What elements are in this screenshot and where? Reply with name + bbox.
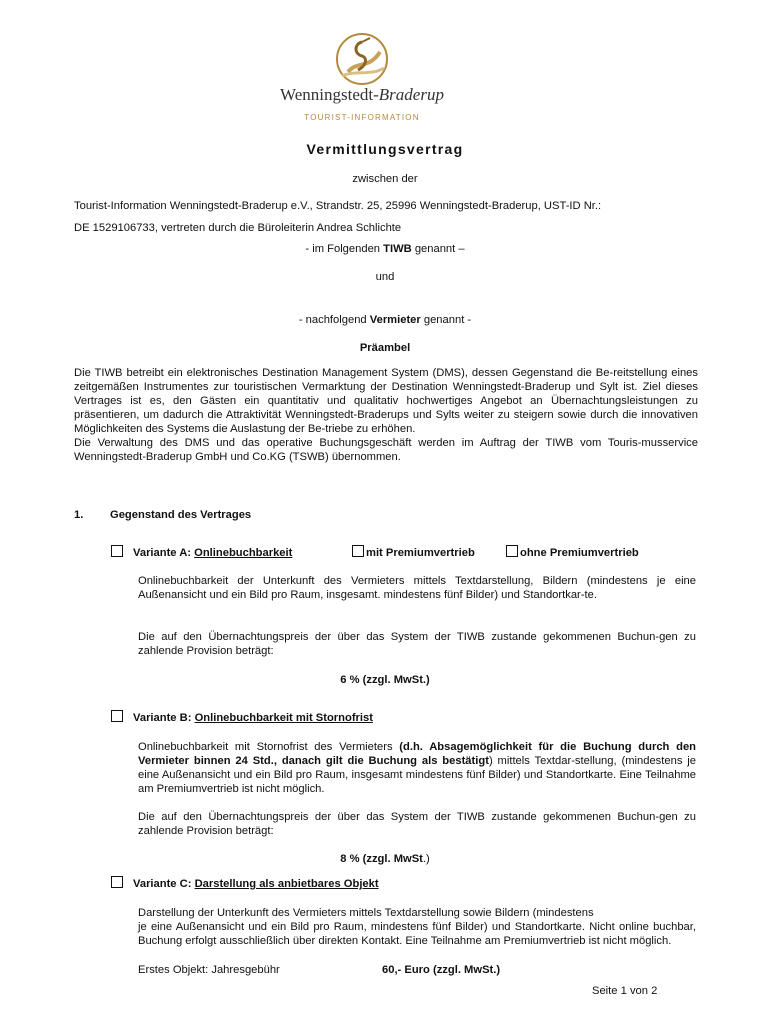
premium-checkbox[interactable]: [352, 545, 364, 557]
variant-a-commission: 6 % (zzgl. MwSt.): [340, 674, 430, 686]
party-line-1: Tourist-Information Wenningstedt-Braderup e.V., Strandstr. 25, 25996 Wenningstedt-Braderup, UST-ID Nr.:: [74, 200, 602, 212]
and-label: und: [375, 271, 395, 283]
tiwb-designation: - im Folgenden TIWB genannt –: [305, 243, 465, 255]
no-premium-option: [506, 545, 639, 560]
fee-value: 60,- Euro (zzgl. MwSt.): [382, 964, 501, 976]
variant-b-checkbox[interactable]: [111, 710, 123, 722]
landlord-designation: - nachfolgend Vermieter genannt -: [298, 314, 472, 326]
heron-emblem-icon: [332, 30, 392, 88]
variant-a-label: Variante A:: [133, 547, 195, 559]
variant-c-checkbox[interactable]: [111, 876, 123, 888]
premium-option: [352, 545, 475, 560]
page-number: Seite 1 von 2: [592, 985, 658, 997]
variant-a-row: [111, 545, 292, 560]
logo-subtitle: TOURIST-INFORMATION: [304, 113, 420, 122]
brand-logo: [272, 30, 452, 130]
variant-b-name: Onlinebuchbarkeit mit Stornofrist: [194, 712, 373, 724]
variant-a-name: Onlinebuchbarkeit: [194, 547, 293, 559]
no-premium-checkbox[interactable]: [506, 545, 518, 557]
variant-b-commission: 8 % (zzgl. MwSt.): [340, 853, 430, 865]
variant-a-description: Onlinebuchbarkeit der Unterkunft des Vermieters mittels Textdarstellung, Bildern (mindestens je eine Außenansicht und ein Bild pro Raum, insgesamt. mindestens fünf Bilder) und Standortkar-te.: [138, 575, 696, 601]
document-title: Vermittlungsvertrag: [306, 141, 464, 157]
variant-c-label: Variante C:: [133, 878, 195, 890]
party-line-2: DE 1529106733, vertreten durch die Büroleiterin Andrea Schlichte: [74, 222, 402, 234]
variant-b-label: Variante B:: [133, 712, 195, 724]
logo-wordmark: Wenningstedt-Braderup: [280, 85, 444, 104]
section-number: 1.: [74, 509, 84, 521]
variant-a-checkbox[interactable]: [111, 545, 123, 557]
variant-c-description-line1: Darstellung der Unterkunft des Vermieters mittels Textdarstellung sowie Bildern (mindestens: [138, 907, 594, 919]
preamble-paragraph-1: Die TIWB betreibt ein elektronisches Destination Management System (DMS), dessen Gegenstand die Be-reitstellung eines zeitgemäßen Instrumentes zur touristischen Vermarktung der Destination Wenningstedt-Braderup und Sylt ist. Ziel dieses Vertrages ist es, den Gästen ein quantitativ und qualitativ hochwertiges Angebot an Übernachtungsleistungen zu präsentieren, um dadurch die Attraktivität Wenningstedt-Braderups und Sylts weiter zu steigern sowie durch die innovativen Möglichkeiten des Systems die Auslastung der Be-triebe zu erhöhen.: [74, 367, 698, 435]
preamble-title: Präambel: [359, 342, 411, 354]
preamble-text: [74, 366, 698, 464]
fee-label: Erstes Objekt: Jahresgebühr: [138, 964, 280, 976]
variant-b-description: Onlinebuchbarkeit mit Stornofrist des Vermieters (d.h. Absagemöglichkeit für die Buchung durch den Vermieter binnen 24 Std., danach gilt die Buchung als bestätigt) mittels Textdar-stellung, (mindestens je eine Außenansicht und ein Bild pro Raum, insgesamt mindestens fünf Bilder) und Standortkarte. Eine Teilnahme am Premiumvertrieb ist nicht möglich.: [138, 741, 696, 795]
variant-a-commission-text: Die auf den Übernachtungspreis der über das System der TIWB zustande gekommenen Buchun-gen zu zahlende Provision beträgt:: [138, 631, 696, 657]
variant-b-commission-text: Die auf den Übernachtungspreis der über das System der TIWB zustande gekommenen Buchun-gen zu zahlende Provision beträgt:: [138, 811, 696, 837]
no-premium-option-label: ohne Premiumvertrieb: [520, 547, 639, 559]
premium-option-label: mit Premiumvertrieb: [366, 547, 475, 559]
preamble-paragraph-2: Die Verwaltung des DMS und das operative Buchungsgeschäft werden im Auftrag der TIWB vom Touris-musservice Wenningstedt-Braderup GmbH und Co.KG (TSWB) übernommen.: [74, 437, 698, 463]
variant-c-row: [111, 876, 379, 891]
section-title: Gegenstand des Vertrages: [110, 509, 252, 521]
variant-c-name: Darstellung als anbietbares Objekt: [194, 878, 379, 890]
variant-c-description: je eine Außenansicht und ein Bild pro Raum, mindestens fünf Bilder) und Standortkarte. Nicht online buchbar, Buchung erfolgt ausschließlich über direkten Kontakt. Eine Teilnahme am Premiumvertrieb ist nicht möglich.: [138, 921, 696, 947]
variant-b-row: [111, 710, 373, 725]
between-label: zwischen der: [352, 173, 418, 185]
